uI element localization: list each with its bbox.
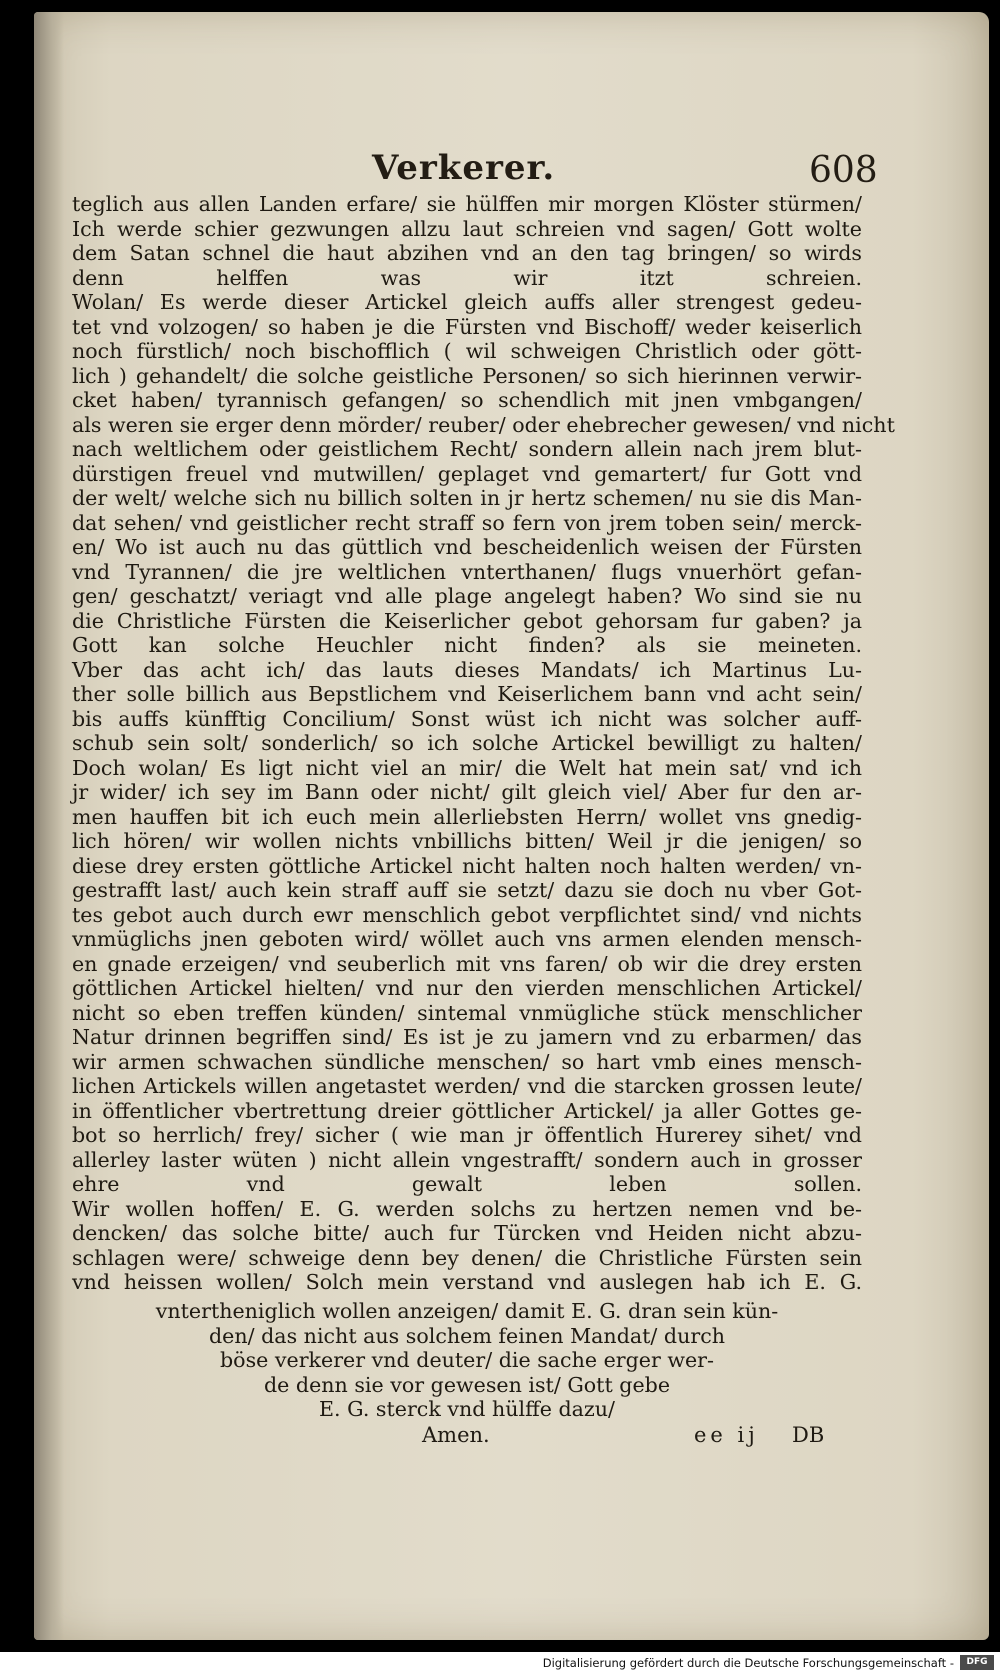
text-line: denn helffen was wir itzt schreien. [72,265,862,290]
text-line: bot so herrlich/ frey/ sicher ( wie man jr öffentlich Hurerey sihet/ vnd [72,1123,862,1147]
closing-line: E. G. sterck vnd hülffe dazu/ [319,1397,615,1421]
text-line: allerley laster wüten ) nicht allein vngestrafft/ sondern auch in grosser [72,1147,862,1172]
text-line: die Christliche Fürsten die Keiserlicher gebot gehorsam fur gaben? ja [72,608,862,633]
text-line: noch fürstlich/ noch bischofflich ( wil schweigen Christlich oder gött- [72,339,862,363]
text-line: gen/ geschatzt/ veriagt vnd alle plage angelegt haben? Wo sind sie nu [72,584,862,608]
text-line: Wir wollen hoffen/ E. G. werden solchs zu hertzen nemen vnd be- [72,1196,862,1221]
text-line: Doch wolan/ Es ligt nicht viel an mir/ die Welt hat mein sat/ vnd ich [72,755,862,780]
text-line: bis auffs künfftig Concilium/ Sonst wüst ich nicht was solcher auff- [72,706,862,731]
text-line: Gott kan solche Heuchler nicht finden? als sie meineten. [72,633,862,657]
signature-mark: ee ij [694,1423,759,1447]
text-line: ehre vnd gewalt leben sollen. [72,1172,862,1196]
text-line: als weren sie erger denn mörder/ reuber/ oder ehebrecher gewesen/ vnd nicht [72,412,895,437]
text-line: lich hören/ wir wollen nichts vnbillichs bitten/ Weil jr die jenigen/ so [72,829,862,853]
catchword: DB [792,1423,825,1447]
amen-text: Amen. [422,1423,490,1447]
closing-line: den/ das nicht aus solchem feinen Mandat/ durch [208,1323,726,1348]
text-line: teglich aus allen Landen erfare/ sie hülffen mir morgen Klöster stürmen/ [72,192,862,216]
text-line: Ich werde schier gezwungen allzu laut schreien vnd sagen/ Gott wolte [72,216,862,241]
page-header [34,148,989,198]
closing-text [72,1299,862,1422]
text-line: nach weltlichem oder geistlichem Recht/ sondern allein nach jrem blut- [72,437,862,461]
text-line: tes gebot auch durch ewr menschlich gebot verpflichtet sind/ vnd nichts [72,902,862,927]
text-line: lichen Artickels willen angetastet werden/ vnd die starcken grossen leute/ [72,1074,862,1098]
text-line: Wolan/ Es werde dieser Artickel gleich auffs aller strengest gedeu- [72,290,862,314]
text-line: jr wider/ ich sey im Bann oder nicht/ gilt gleich viel/ Aber fur den ar- [72,780,862,804]
text-line: göttlichen Artickel hielten/ vnd nur den vierden menschlichen Artickel/ [72,976,862,1000]
text-line: dencken/ das solche bitte/ auch fur Türcken vnd Heiden nicht abzu- [72,1221,862,1245]
text-line: vnd heissen wollen/ Solch mein verstand vnd auslegen hab ich E. G. [72,1270,862,1294]
text-line: vnmüglichs jnen geboten wird/ wöllet auch vns armen elenden mensch- [72,927,862,951]
text-line: ther solle billich aus Bepstlichem vnd Keiserlichem bann vnd acht sein/ [72,682,862,706]
page-number: 608 [809,150,878,191]
text-line: der welt/ welche sich nu billich solten in jr hertz schemen/ nu sie dis Man- [72,486,862,510]
text-line: cket haben/ tyrannisch gefangen/ so schendlich mit jnen vmbgangen/ [72,388,862,412]
text-line: schub sein solt/ sonderlich/ so ich solche Artickel bewilligt zu halten/ [72,731,862,755]
text-line: gestrafft last/ auch kein straff auff sie setzt/ dazu sie doch nu vber Got- [72,878,862,902]
closing-line: böse verkerer vnd deuter/ die sache erger wer- [220,1348,714,1372]
dfg-logo: DFG [960,1655,994,1670]
text-line: en gnade erzeigen/ vnd seuberlich mit vns faren/ ob wir die drey ersten [72,951,862,976]
text-line: lich ) gehandelt/ die solche geistliche Personen/ so sich hierinnen verwir- [72,363,862,388]
text-line: tet vnd volzogen/ so haben je die Fürsten vnd Bischoff/ weder keiserlich [72,314,862,339]
text-line: Vber das acht ich/ das lauts dieses Mandats/ ich Martinus Lu- [72,657,862,682]
text-line: in öffentlicher vbertrettung dreier göttlicher Artickel/ ja aller Gottes ge- [72,1098,862,1123]
text-line: dürstigen freuel vnd mutwillen/ geplaget vnd gemartert/ fur Gott vnd [72,461,862,486]
body-text [72,192,895,1295]
funding-credit: Digitalisierung gefördert durch die Deutsche Forschungsgemeinschaft - [542,1656,954,1670]
text-line: men hauffen bit ich euch mein allerliebsten Herrn/ wollet vns gnedig- [72,804,862,829]
digitization-footer [0,1652,1000,1675]
text-line: vnd Tyrannen/ die jre weltlichen vnterthanen/ flugs vnuerhört gefan- [72,559,862,584]
text-line: wir armen schwachen sündliche menschen/ so hart vmb eines mensch- [72,1049,862,1074]
text-line: Natur drinnen begriffen sind/ Es ist je zu jamern vnd zu erbarmen/ das [72,1025,862,1049]
text-line: dem Satan schnel die haut abzihen vnd an den tag bringen/ so wirds [72,241,862,265]
closing-line: de denn sie vor gewesen ist/ Gott gebe [263,1372,671,1397]
text-line: nicht so eben treffen künden/ sintemal vnmügliche stück menschlicher [72,1000,862,1025]
running-title: Verkerer. [372,148,556,188]
closing-line: vntertheniglich wollen anzeigen/ damit E. G. dran sein kün- [155,1299,779,1323]
text-line: diese drey ersten göttliche Artickel nicht halten noch halten werden/ vn- [72,853,862,878]
text-line: dat sehen/ vnd geistlicher recht straff so fern von jrem toben sein/ merck- [72,510,862,535]
text-line: en/ Wo ist auch nu das güttlich vnd bescheidenlich weisen der Fürsten [72,535,862,559]
book-page [34,12,989,1640]
text-line: schlagen were/ schweige denn bey denen/ die Christliche Fürsten sein [72,1245,862,1270]
page-spine-shadow [34,12,64,1640]
catchline-row [34,1423,989,1453]
